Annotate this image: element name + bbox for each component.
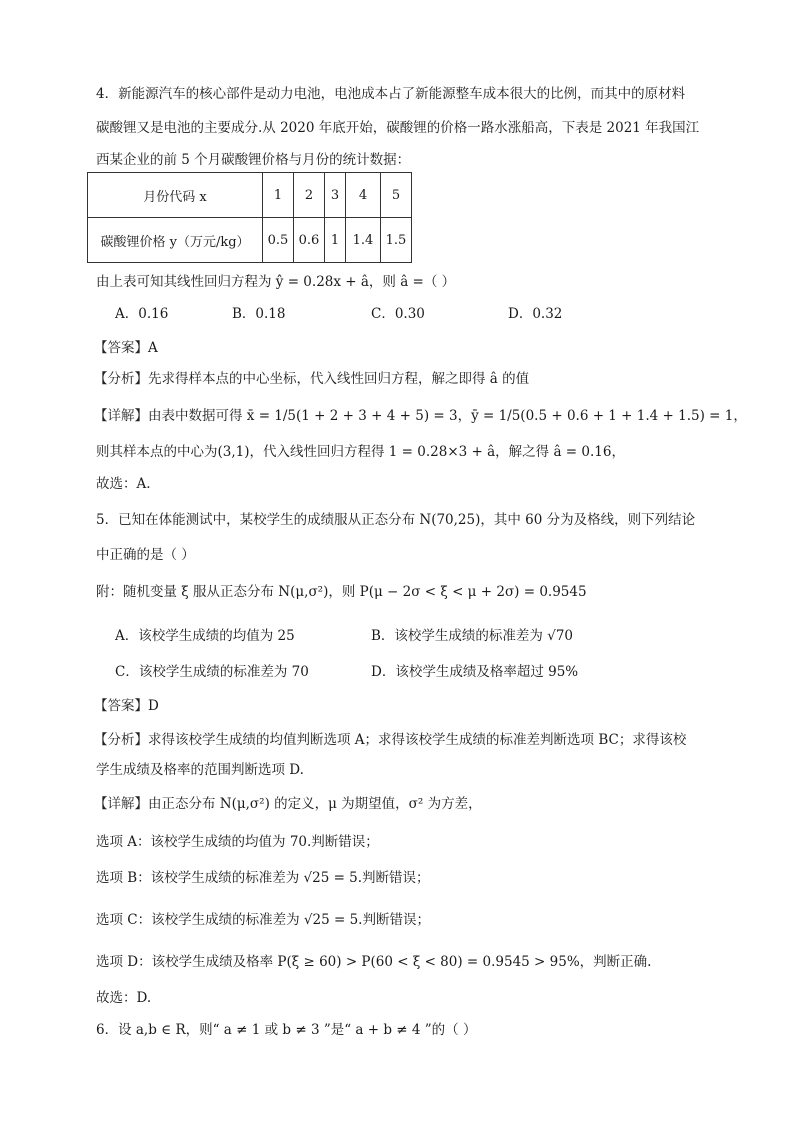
q5-detail-1 bbox=[94, 794, 482, 814]
q5-analysis-2: 学生成绩及格率的范围判断选项 D. bbox=[96, 762, 304, 778]
table-cell: 0.5 bbox=[263, 218, 294, 263]
q4-option-b: B．0.18 bbox=[232, 306, 286, 322]
q4-conclusion: 故选：A. bbox=[96, 476, 151, 492]
table-cell: 1.4 bbox=[346, 218, 381, 263]
table-cell: 4 bbox=[346, 173, 381, 218]
analysis-text: 先求得样本点的中心坐标，代入线性回归方程，解之即得 â 的值 bbox=[148, 371, 530, 387]
q4-option-a: A．0.16 bbox=[115, 306, 169, 322]
q5-stem-line-1: 5．已知在体能测试中，某校学生的成绩服从正态分布 N(70,25)，其中 60 分为及格线，则下列结论 bbox=[96, 512, 696, 528]
analysis-tag: 【分析】 bbox=[94, 371, 148, 387]
q4-option-d: D．0.32 bbox=[508, 306, 563, 322]
analysis-text: 求得该校学生成绩的均值判断选项 A；求得该校学生成绩的标准差判断选项 BC；求得该校 bbox=[148, 732, 687, 748]
detail-text: 由表中数据可得 x̄ = 1/5(1 + 2 + 3 + 4 + 5) = 3，ȳ = 1/5(0.5 + 0.6 + 1 + 1.4 + 1.5) = 1， bbox=[148, 408, 747, 424]
q5-option-a: A．该校学生成绩的均值为 25 bbox=[115, 628, 295, 644]
q5-detail-3: 选项 B：该校学生成绩的标准差为 √25 = 5.判断错误； bbox=[96, 870, 430, 886]
q4-stem-line-1: 4．新能源汽车的核心部件是动力电池，电池成本占了新能源整车成本很大的比例，而其中的原材料 bbox=[96, 86, 686, 102]
table-row bbox=[88, 173, 412, 218]
answer-tag: 【答案】 bbox=[94, 698, 148, 714]
table-cell: 3 bbox=[325, 173, 346, 218]
table-cell: 1 bbox=[325, 218, 346, 263]
q5-analysis-1 bbox=[94, 730, 686, 750]
table-cell: 0.6 bbox=[294, 218, 325, 263]
q4-detail-2: 则其样本点的中心为(3,1)，代入线性回归方程得 1 = 0.28×3 + â，解之得 â = 0.16， bbox=[96, 444, 625, 460]
table-header-price: 碳酸锂价格 y（万元/kg） bbox=[88, 218, 263, 263]
table-cell: 2 bbox=[294, 173, 325, 218]
analysis-tag: 【分析】 bbox=[94, 732, 148, 748]
q4-stem-line-2: 碳酸锂又是电池的主要成分.从 2020 年底开始，碳酸锂的价格一路水涨船高，下表是 2021 年我国江 bbox=[96, 120, 700, 136]
q4-stem-line-3: 西某企业的前 5 个月碳酸锂价格与月份的统计数据： bbox=[96, 152, 411, 168]
q5-note: 附：随机变量 ξ 服从正态分布 N(μ,σ²)，则 P(μ − 2σ < ξ < μ + 2σ) = 0.9545 bbox=[96, 584, 587, 600]
detail-text: 由正态分布 N(μ,σ²) 的定义，μ 为期望值，σ² 为方差， bbox=[148, 796, 482, 812]
q5-answer bbox=[94, 696, 159, 716]
detail-tag: 【详解】 bbox=[94, 796, 148, 812]
q4-data-table bbox=[87, 172, 412, 263]
q4-question: 由上表可知其线性回归方程为 ŷ = 0.28x + â，则 â =（ ） bbox=[96, 274, 456, 290]
answer-value: A bbox=[148, 340, 158, 356]
q5-option-c: C．该校学生成绩的标准差为 70 bbox=[115, 664, 309, 680]
answer-tag: 【答案】 bbox=[94, 340, 148, 356]
q5-stem-line-2: 中正确的是（ ） bbox=[96, 547, 195, 563]
table-row bbox=[88, 218, 412, 263]
detail-tag: 【详解】 bbox=[94, 408, 148, 424]
q4-detail-1 bbox=[94, 406, 747, 426]
table-header-month: 月份代码 x bbox=[88, 173, 263, 218]
q5-detail-2: 选项 A：该校学生成绩的均值为 70.判断错误； bbox=[96, 834, 379, 850]
table-cell: 1.5 bbox=[381, 218, 412, 263]
q5-option-d: D．该校学生成绩及格率超过 95% bbox=[371, 664, 579, 680]
q5-conclusion: 故选：D. bbox=[96, 990, 152, 1006]
q5-option-b: B．该校学生成绩的标准差为 √70 bbox=[371, 628, 573, 644]
table-cell: 1 bbox=[263, 173, 294, 218]
q6-stem-line-1: 6．设 a,b ∈ R，则“ a ≠ 1 或 b ≠ 3 ”是“ a + b ≠ 4 ”的（ ） bbox=[96, 1022, 477, 1038]
q5-detail-5: 选项 D：该校学生成绩及格率 P(ξ ≥ 60) > P(60 < ξ < 80) = 0.9545 > 95%，判断正确. bbox=[96, 954, 652, 970]
q4-answer bbox=[94, 338, 158, 358]
table-cell: 5 bbox=[381, 173, 412, 218]
q5-detail-4: 选项 C：该校学生成绩的标准差为 √25 = 5.判断错误； bbox=[96, 912, 430, 928]
q4-option-c: C．0.30 bbox=[371, 306, 425, 322]
answer-value: D bbox=[148, 698, 159, 714]
q4-analysis bbox=[94, 369, 529, 389]
